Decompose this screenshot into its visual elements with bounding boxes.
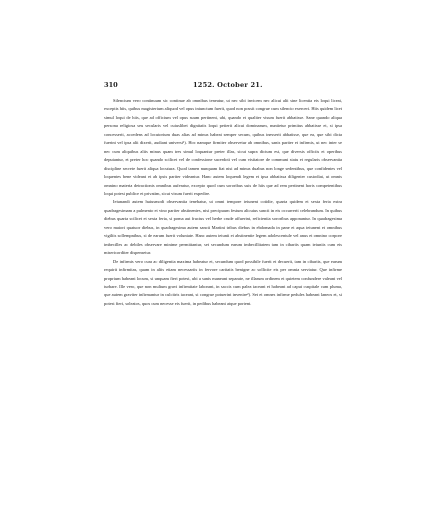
paragraph: Silencium vero continuum sic continue ab omnibus teneatur, ut nec sibi invicem nec alicui alii sine licentia eis loqui liceat, exceptis hiis, quibus magisterium aliquod vel opus iniunctum fuerit, quod non possit congrue cum silencio exerceri. Hiis quidem licet simul loqui de hiis, que ad officium vel opus suum pertinent, ubi, quando et qualiter visum fuerit abbatisse. Sane quando aliqua persona religiosa seu secularis vel cuiuslibet dignitatis loqui petierit alicui dominarum, nuntietur primitus abbatisse et, si ipsa concesserit, accedens ad locutorium duas alias ad minus habeat semper secum, quibus inesserit abbatisse, que ea, que sibi dicta fuerint vel ipsa alii dixerit, audiant universi¹). Hoc namque firmiter observetur ab omnibus, sanis pariter et infirmis, ut nec inter se nec cum aliquibus aliis minus quam tres simul loquantur preter illas, sicut supra dictum est, que diversis officiis et operibus deputantur, et preter hoc quando scilicet vel de confessione sacerdoti vel cum visitatore de communi statu et regularis observantia discipline secrete fuerit aliqua locutura. Quod tamen nunquam fiat nisi ad minus duabus non longe sedentibus, que confidentes vel loquentes bene videant et ab ipsis pariter videantur. Hanc autem loquendi legem et ipsa abbatissa diligenter custodiat, ut omnis omnino materia detractionis omnibus auferatur, excepto quod cum sororibus suis de hiis que ad rem pertinent horis competentibus loqui potest publice et privatim, sicut visum fuerit expedire. bbox=[104, 98, 342, 196]
running-title: 1252. October 21. bbox=[193, 81, 263, 89]
page-header bbox=[104, 81, 337, 93]
paragraph: Ieiunandi autem huiusmodi observantia tenebatur, ut omni tempore ieiunent cotidie, quarta quidem et sexta feria extra quadragesimam a pulmento et vino pariter abstinentes, nisi precipuum festum alicuius sancti in eis occurrerit celebrandum. In quibus diebus quarta scilicet et sexta feria, si poma aut fructus vel herbe crude affuerint, reficientia sororibus apponantur. In quadragesima vero maiori quatuor diebus, in quadragesima autem sancti Martini tribus diebus in ebdomada in pane et aqua ieiunent et omnibus vigiliis sollempnibus, si de earum fuerit voluntate. Hanc autem ieiunii et abstinentie legem adolescentule vel anus et omnino corpore imbecilles ac debiles observare minime permittantur, set secundum earum imbecillitatem tam in cibariis quam ieiuniis cum eis misericorditer dispensetur. bbox=[104, 199, 342, 256]
document-body bbox=[104, 97, 342, 308]
page-number: 310 bbox=[104, 81, 118, 89]
paragraph: De infirmis vero cura ac diligentia maxima habeatur et, secundum quod possibile fuerit et decuerit, tam in cibariis, que earum requirit infirmitas, quam in aliis etiam necessariis in fervore caritatis benigne ac sollicite eis per omnia serviatur. Que infirme proprium habeant locum, si unquam fieri potest, ubi a sanis maneant separate, ne illarum ordinem et quietem confundere valeant vel turbare. Ille vero, que non multum gravi infirmitate laborant, in saccis cum palea iaceant et habeant ad caput cuspitale cum pluma, que autem graviter infirmantur in culcitris iaceant, si congrue potuerint invenire²). Set et omnes infirme pedules habeant laneos et, si potest fieri, soleatos, quos cum necesse eis fuerit, in pedibus habeant atque portent. bbox=[104, 258, 342, 306]
